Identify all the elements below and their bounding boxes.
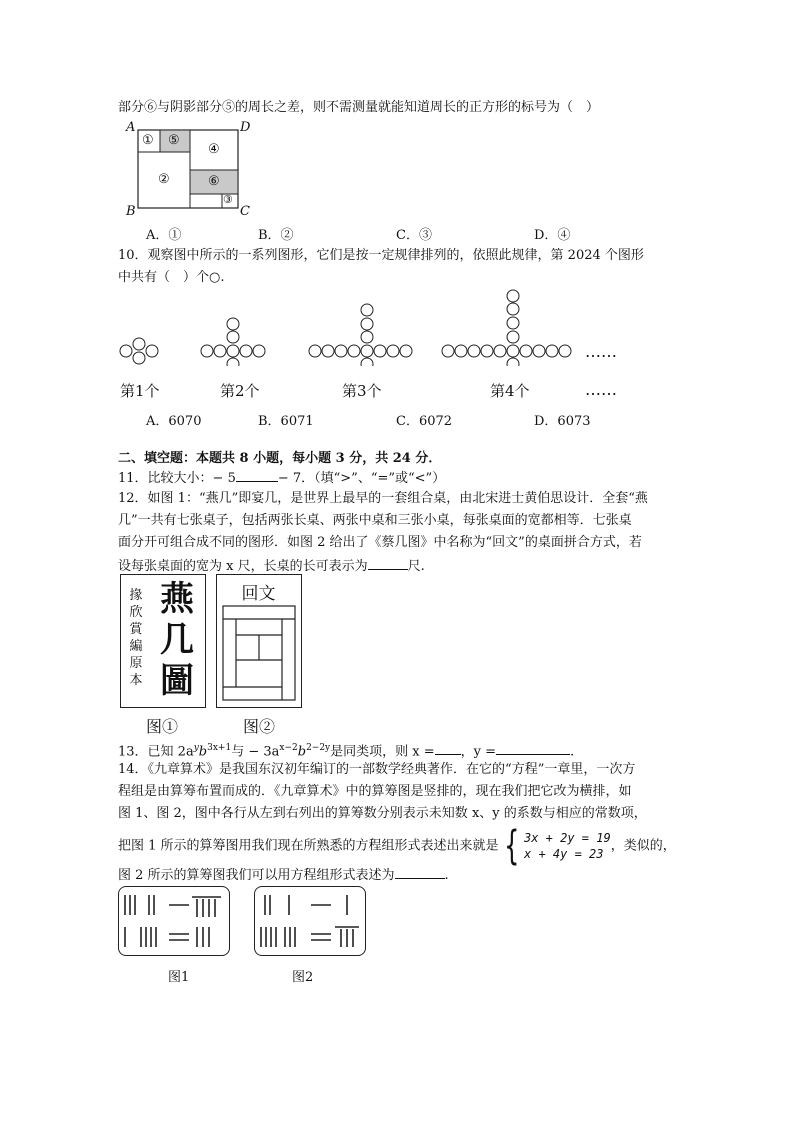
q14-text-line4a: 把图 1 所示的算筹图用我们现在所熟悉的方程组形式表述出来就是 xyxy=(118,838,499,854)
q12-text-line4a: 设每张桌面的宽为 x 尺，长桌的长可表示为 xyxy=(118,559,368,574)
q12-text-line1: 12．如图 1：“燕几”即宴几，是世界上最早的一套组合桌，由北宋进士黄伯思设计．全套“燕 xyxy=(118,491,648,506)
q13-part-a: 13．已知 2a xyxy=(118,744,194,760)
q10-text-line2: 中共有（ ）个○. xyxy=(118,270,225,285)
q10-circle-pattern xyxy=(110,286,630,366)
region-3: ③ xyxy=(223,193,233,206)
q14-text-line5 xyxy=(118,864,449,886)
region-5: ⑤ xyxy=(168,133,180,148)
region-6: ⑥ xyxy=(208,174,220,189)
q12-text-line3: 面分开可组合成不同的图形．如图 2 给出了《蔡几图》中名称为“回文”的桌面拼合方式，若 xyxy=(118,535,642,550)
q12-caption-2: 图② xyxy=(243,717,276,736)
q14-caption-1: 图1 xyxy=(168,970,190,985)
q14-text-line5a: 图 2 所示的算筹图我们可以用方程组形式表述为 xyxy=(118,868,395,883)
q14-caption-2: 图2 xyxy=(292,970,314,985)
fig1-small-text xyxy=(129,587,143,689)
region-4: ④ xyxy=(208,142,220,157)
counting-rods-figure-2 xyxy=(254,886,366,956)
q12-caption-1: 图① xyxy=(146,717,179,736)
equation-1: 3x + 2y = 19 xyxy=(524,831,611,845)
q13-text xyxy=(118,738,574,762)
q13-sup-3: x−2 xyxy=(279,743,298,753)
q10-option-a: A．6070 xyxy=(146,414,202,429)
q9-text: 部分⑥与阴影部分⑤的周长之差，则不需测量就能知道周长的正方形的标号为（ ） xyxy=(118,100,600,115)
q11-text-b: − 7．（填“>”、“=”或“<”） xyxy=(277,471,446,486)
section2-heading: 二、填空题：本题共 8 小题，每小题 3 分，共 24 分． xyxy=(118,451,442,466)
q11-text-a: 11．比较大小：− 5 xyxy=(118,471,236,486)
q11-blank xyxy=(236,467,278,482)
q13-part-b: b xyxy=(198,744,208,760)
fig1-small-char: 本 xyxy=(129,673,143,688)
fig1-big-char: 圖 xyxy=(160,661,194,701)
fig1-small-char: 欣 xyxy=(129,605,143,620)
huiwen-tiles xyxy=(222,605,296,701)
q9-option-a: A．① xyxy=(146,228,182,243)
left-brace: { xyxy=(503,823,519,869)
q10-text-line1: 10．观察图中所示的一系列图形，它们是按一定规律排列的，依照此规律，第 2024 个图形 xyxy=(118,248,644,263)
q10-label-4: 第4个 xyxy=(490,382,530,400)
q10-ellipsis-top: …… xyxy=(585,342,617,361)
q13-sup-4: 2−2y xyxy=(306,743,331,753)
q12-blank xyxy=(368,555,408,570)
q9-option-b: B．② xyxy=(258,228,294,243)
q12-figure-2 xyxy=(216,574,302,708)
q14-text-line4 xyxy=(118,823,676,869)
q10-label-3: 第3个 xyxy=(342,382,382,400)
q13-part-f: ，y = xyxy=(460,744,497,760)
fig1-small-char: 原 xyxy=(129,656,143,671)
q14-text-line4b: ，类似的， xyxy=(610,838,676,854)
q13-part-e: 是同类项，则 x = xyxy=(330,744,435,760)
q13-sup-2: 3x+1 xyxy=(207,743,232,753)
corner-b: B xyxy=(126,204,136,219)
q14-text-line2: 程组是由算筹布置而成的．《九章算术》中的算筹图是竖排的，现在我们把它改为横排，如 xyxy=(118,784,632,799)
fig1-big-text xyxy=(153,579,201,702)
q10-option-b: B．6071 xyxy=(258,414,314,429)
q14-text-line5b: . xyxy=(444,868,449,883)
fig1-small-char: 編 xyxy=(129,639,143,654)
q10-option-c: C．6072 xyxy=(396,414,453,429)
region-1: ① xyxy=(142,133,154,148)
corner-c: C xyxy=(240,204,250,219)
q10-label-2: 第2个 xyxy=(220,382,260,400)
fig1-small-char: 賞 xyxy=(129,622,143,637)
q9-option-c: C．③ xyxy=(396,228,432,243)
equation-2: x + 4y = 23 xyxy=(524,847,604,861)
q12-text-line2: 几”一共有七张桌子，包括两张长桌、两张中桌和三张小桌，每张桌面的宽都相等．七张桌 xyxy=(118,513,632,528)
corner-a: A xyxy=(126,120,136,135)
q10-label-1: 第1个 xyxy=(120,382,160,400)
q13-blank-y xyxy=(496,740,570,755)
q12-text-line4b: 尺. xyxy=(407,559,425,574)
q9-option-d: D．④ xyxy=(534,228,571,243)
fig1-big-char: 燕 xyxy=(160,579,194,619)
fig1-big-char: 几 xyxy=(160,620,194,660)
fig1-small-char: 掾 xyxy=(129,588,143,603)
q13-blank-x xyxy=(435,740,461,755)
q14-equation-system xyxy=(499,823,611,869)
q9-square-figure xyxy=(124,118,254,218)
counting-rods-figure-1 xyxy=(118,886,230,956)
q13-sup-1: y xyxy=(193,743,199,753)
q13-part-d: b xyxy=(297,744,307,760)
q12-figure-1 xyxy=(120,574,206,708)
q14-text-line3: 图 1、图 2，图中各行从左到右列出的算筹数分别表示未知数 x、y 的系数与相应的常数项， xyxy=(118,806,647,821)
q14-text-line1: 14．《九章算术》是我国东汉初年编订的一部数学经典著作．在它的“方程”一章里，一次方 xyxy=(118,762,636,777)
q13-part-c: 与 − 3a xyxy=(231,744,280,760)
region-2: ② xyxy=(158,172,170,187)
q13-part-g: . xyxy=(570,744,575,760)
fig2-title: 回文 xyxy=(241,584,276,604)
q11-text xyxy=(118,467,445,489)
q14-blank xyxy=(395,864,445,879)
q10-ellipsis-bottom: …… xyxy=(585,380,617,399)
corner-d: D xyxy=(240,120,251,135)
q10-option-d: D．6073 xyxy=(534,414,591,429)
